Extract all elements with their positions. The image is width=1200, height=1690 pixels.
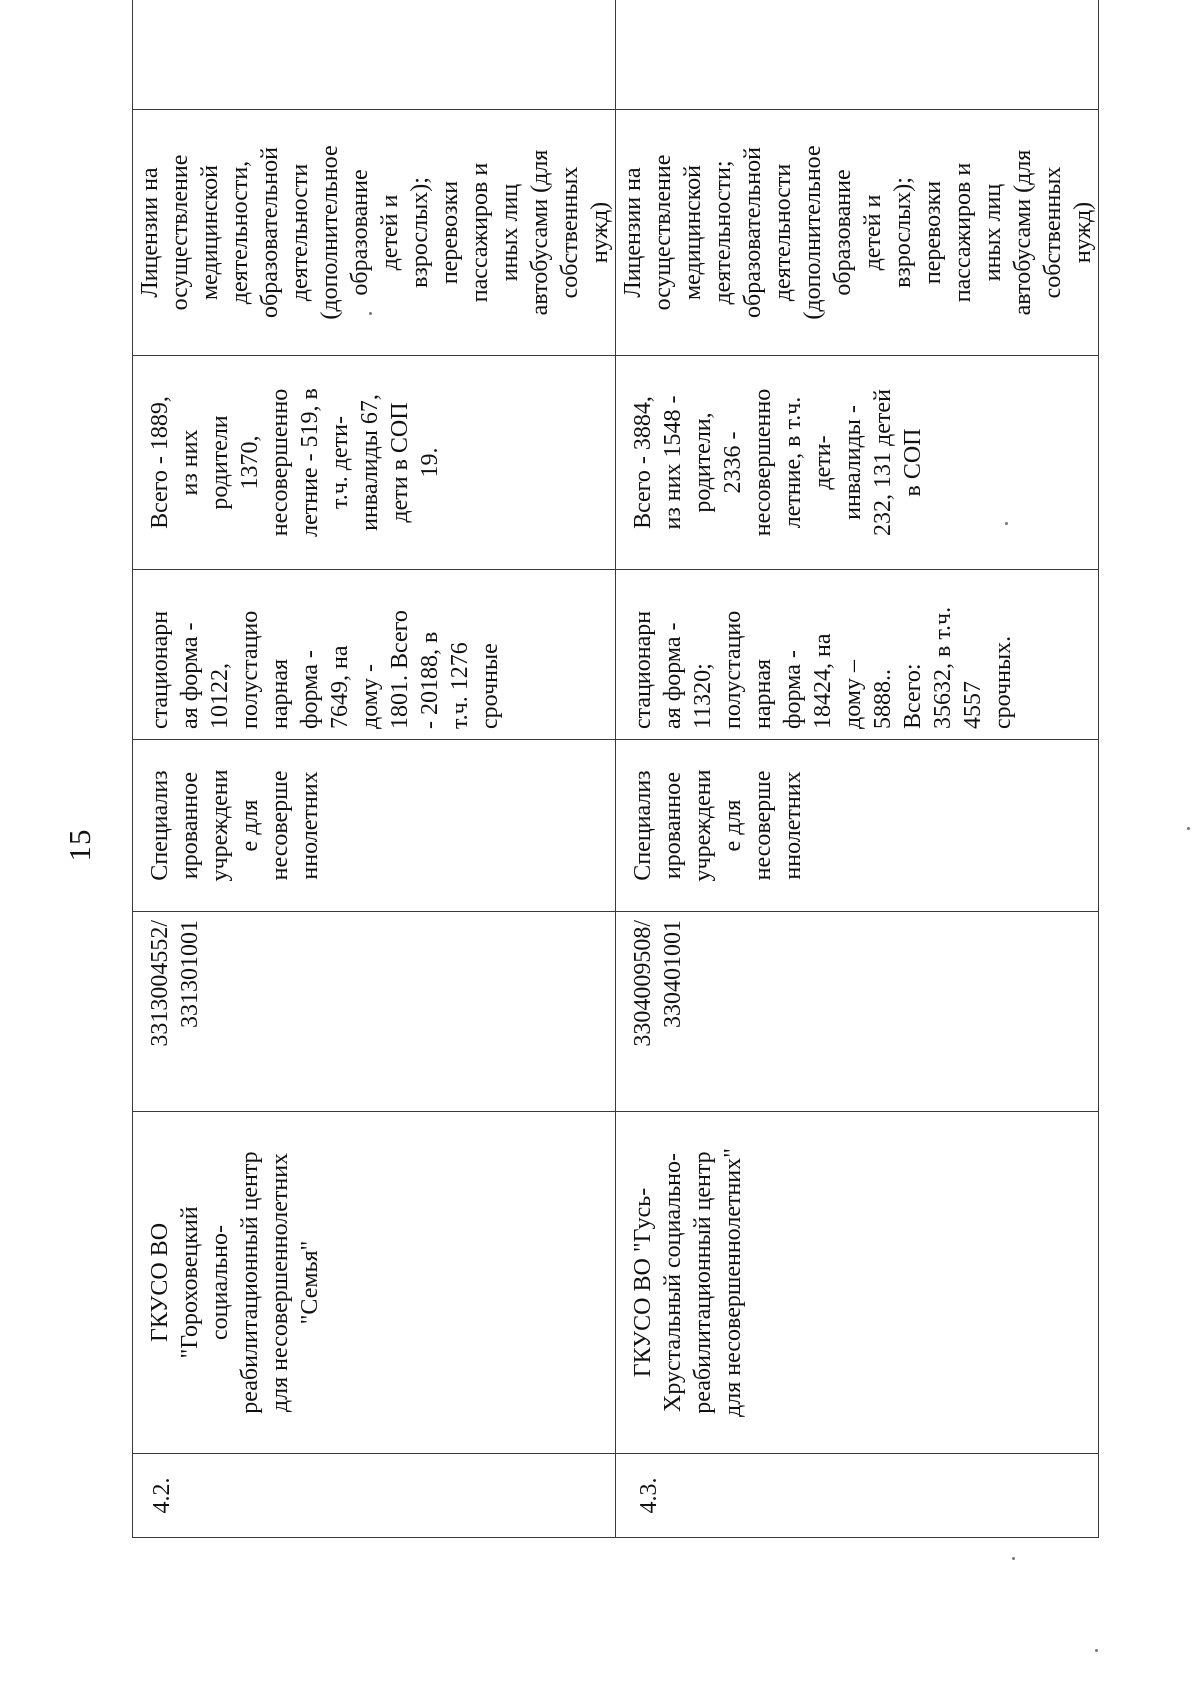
- licenses: Лицензии на осуществление медицинской деятельности; образовательной деятельности (дополнительное образование детей и взрослых); перевозки пассажиров и иных лиц автобусами (для собственных нужд): [616, 110, 1099, 356]
- services-volume: стационарн ая форма - 10122, полустацио нарная форма - 7649, на дому - 1801. Всего - 20188, в т.ч. 1276 срочные: [133, 570, 616, 740]
- table-row: [616, 0, 1099, 1538]
- inn-kpp: 3304009508/ 330401001: [616, 912, 1099, 1112]
- scan-speck: [1005, 522, 1008, 525]
- institution-name: ГКУСО ВО "Гусь- Хрустальный социально- реабилитационный центр для несовершеннолетних": [616, 1112, 1099, 1454]
- institutions-table: [132, 0, 1099, 1538]
- count-value: [133, 0, 616, 110]
- licenses: Лицензии на осуществление медицинской деятельности, образовательной деятельности (дополнительное образование детей и взрослых); перевозки пассажиров и иных лиц автобусами (для собственных нужд): [133, 110, 616, 356]
- institution-type: Специализ ированное учреждени е для несоверше ннолетних: [616, 740, 1099, 912]
- scan-speck: [1012, 1557, 1015, 1560]
- institution-type: Специализ ированное учреждени е для несоверше ннолетних: [133, 740, 616, 912]
- recipients-count: Всего - 1889, из них родители 1370, несовершенно летние - 519, в т.ч. дети- инвалиды 67, дети в СОП 19.: [133, 356, 616, 570]
- institution-name: ГКУСО ВО "Гороховецкий социально- реабилитационный центр для несовершеннолетних "Семья": [133, 1112, 616, 1454]
- inn-kpp: 3313004552/ 331301001: [133, 912, 616, 1112]
- table-row: [133, 0, 616, 1538]
- scan-speck: [369, 312, 372, 315]
- recipients-count: Всего - 3884, из них 1548 - родители, 2336 - несовершенно летние, в т.ч. дети- инвалиды - 232, 131 детей в СОП: [616, 356, 1099, 570]
- services-volume: стационарн ая форма - 11320; полустацио нарная форма - 18424, на дому – 5888.. Всего: 35632, в т.ч. 4557 срочных.: [616, 570, 1099, 740]
- count-value: [616, 0, 1099, 110]
- scan-speck: [1095, 1649, 1098, 1652]
- page-number: 15: [62, 828, 97, 862]
- row-number: 4.2.: [133, 1454, 616, 1538]
- row-number: 4.3.: [616, 1454, 1099, 1538]
- scan-speck: [1187, 827, 1190, 830]
